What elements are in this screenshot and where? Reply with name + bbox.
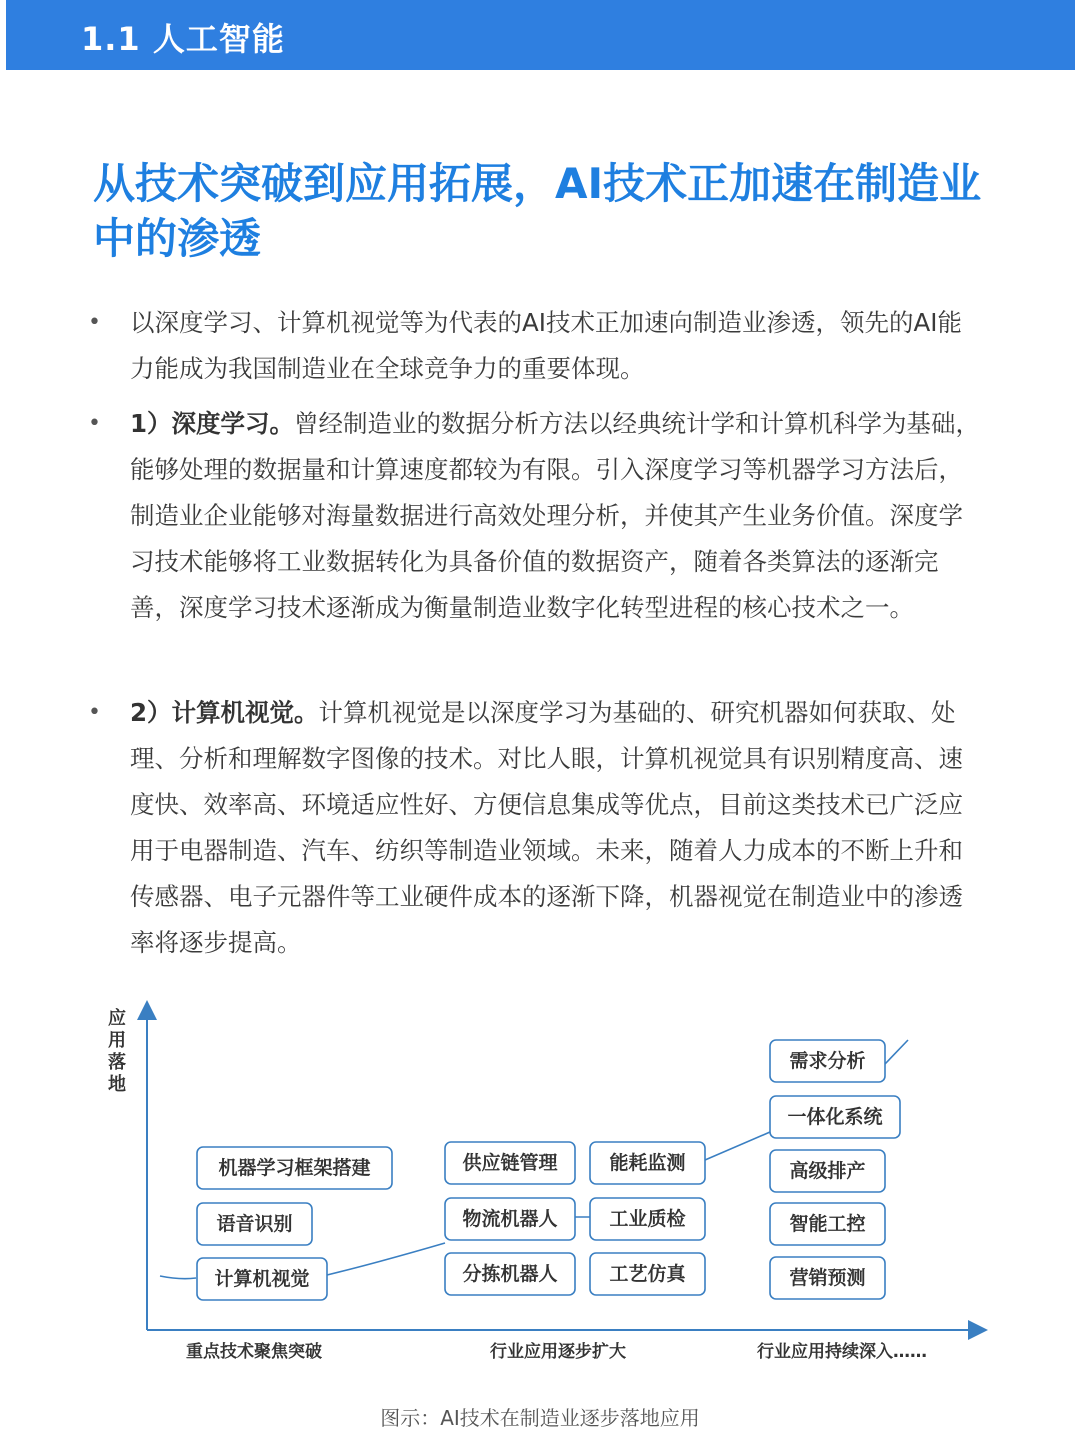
bullet-lead: 2）计算机视觉。 — [130, 698, 319, 727]
bullet-dot-icon: • — [88, 310, 101, 335]
diagram-box-label: 工艺仿真 — [609, 1263, 686, 1285]
diagram-box-label: 物流机器人 — [462, 1208, 558, 1230]
diagram-box-label: 计算机视觉 — [214, 1268, 310, 1290]
x-category-2: 行业应用逐步扩大 — [490, 1342, 626, 1362]
bullet-text: 计算机视觉是以深度学习为基础的、研究机器如何获取、处理、分析和理解数字图像的技术。对比人眼，计算机视觉具有识别精度高、速度快、效率高、环境适应性好、方便信息集成等优点，目前这类技术已广泛应用于电器制造、汽车、纺织等制造业领域。未来，随着人力成本的不断上升和传感器、电子元器件等工业硬件成本的逐渐下降，机器视觉在制造业中的渗透率将逐步提高。 — [130, 698, 963, 957]
diagram-box-stage3-1 — [770, 1040, 885, 1082]
diagram-box-stage2-right-1 — [590, 1142, 705, 1184]
x-category-1: 重点技术聚焦突破 — [186, 1342, 322, 1362]
diagram-box-stage3-3 — [770, 1150, 885, 1192]
diagram-box-label: 智能工控 — [789, 1213, 866, 1235]
page-title: 从技术突破到应用拓展，AI技术正加速在制造业中的渗透 — [93, 159, 982, 263]
diagram-box-stage2-left-1 — [445, 1142, 575, 1184]
x-category-3: 行业应用持续深入…… — [757, 1342, 927, 1362]
section-title: 1.1 人工智能 — [81, 20, 285, 58]
diagram-box-label: 一体化系统 — [787, 1106, 883, 1128]
diagram-box-stage2-left-2 — [445, 1198, 575, 1240]
diagram-box-stage2-right-3 — [590, 1253, 705, 1295]
diagram-box-stage2-right-2 — [590, 1198, 705, 1240]
diagram-box-label: 机器学习框架搭建 — [218, 1157, 371, 1179]
diagram-box-label: 供应链管理 — [462, 1152, 558, 1174]
diagram-box-stage1-3 — [197, 1258, 327, 1300]
diagram-box-stage3-2 — [770, 1096, 900, 1138]
bullet-text: 以深度学习、计算机视觉等为代表的AI技术正加速向制造业渗透，领先的AI能力能成为我国制造业在全球竞争力的重要体现。 — [130, 308, 962, 383]
diagram-box-label: 需求分析 — [789, 1050, 866, 1072]
diagram-box-label: 语音识别 — [216, 1213, 293, 1235]
diagram-box-label: 高级排产 — [789, 1160, 866, 1182]
diagram-box-stage2-left-3 — [445, 1253, 575, 1295]
diagram-box-stage3-5 — [770, 1257, 885, 1299]
y-axis-title: 应用落地 — [108, 1008, 126, 1095]
bullet-lead: 1）深度学习。 — [130, 409, 295, 438]
diagram-box-label: 工业质检 — [609, 1208, 686, 1230]
diagram-box-stage3-4 — [770, 1203, 885, 1245]
diagram-box-label: 能耗监测 — [609, 1152, 686, 1174]
bullet-text: 曾经制造业的数据分析方法以经典统计学和计算机科学为基础，能够处理的数据量和计算速度都较为有限。引入深度学习等机器学习方法后，制造业企业能够对海量数据进行高效处理分析，并使其产生业务价值。深度学习技术能够将工业数据转化为具备价值的数据资产，随着各类算法的逐渐完善，深度学习技术逐渐成为衡量制造业数字化转型进程的核心技术之一。 — [130, 409, 981, 622]
diagram-box-stage1-1 — [197, 1147, 392, 1189]
bullet-dot-icon: • — [88, 700, 101, 725]
diagram-box-label: 分拣机器人 — [462, 1263, 558, 1285]
diagram-box-stage1-2 — [197, 1203, 312, 1245]
bullet-dot-icon: • — [88, 411, 101, 436]
diagram-box-label: 营销预测 — [789, 1267, 866, 1289]
figure-caption: 图示：AI技术在制造业逐步落地应用 — [380, 1406, 700, 1430]
